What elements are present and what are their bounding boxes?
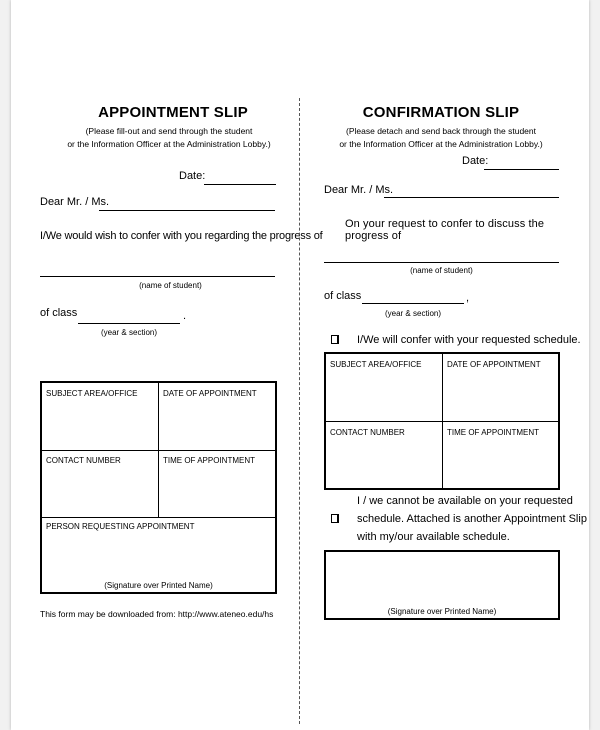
- appointment-date-field[interactable]: [204, 184, 276, 185]
- time-of-appointment-cell[interactable]: TIME OF APPOINTMENT: [163, 456, 256, 465]
- confirmation-date-label: Date:: [462, 155, 489, 167]
- table-divider: [42, 517, 275, 518]
- confirmation-student-name-field[interactable]: [324, 262, 559, 263]
- document-page: [11, 0, 589, 730]
- date-of-appointment-cell[interactable]: DATE OF APPOINTMENT: [447, 360, 541, 369]
- unavailable-checkbox[interactable]: [331, 514, 339, 523]
- unavailable-text-line3: with my/our available schedule.: [357, 531, 510, 543]
- appointment-dear-label: Dear Mr. / Ms.: [40, 196, 110, 208]
- appointment-student-name-field[interactable]: [40, 276, 275, 277]
- subject-area-cell[interactable]: SUBJECT AREA/OFFICE: [46, 389, 138, 398]
- appointment-signature-caption: (Signature over Printed Name): [104, 581, 213, 590]
- confirmation-instructions-line2: or the Information Officer at the Administration Lobby.): [339, 139, 543, 149]
- table-divider: [326, 421, 558, 422]
- unavailable-text-line1: I / we cannot be available on your requested: [357, 495, 573, 507]
- confirmation-instructions-line1: (Please detach and send back through the student: [346, 126, 536, 136]
- confirmation-class-label: of class: [324, 290, 362, 302]
- cut-line: [299, 98, 300, 724]
- subject-area-cell[interactable]: SUBJECT AREA/OFFICE: [330, 360, 422, 369]
- appointment-details-table: [40, 381, 277, 594]
- person-requesting-cell[interactable]: PERSON REQUESTING APPOINTMENT: [46, 522, 195, 531]
- confirmation-request-text: On your request to confer to discuss the progress of: [345, 218, 545, 242]
- confirmation-dear-label: Dear Mr. / Ms.: [324, 184, 394, 196]
- appointment-year-section-caption: (year & section): [100, 328, 158, 337]
- confirmation-dear-field[interactable]: [384, 197, 559, 198]
- appointment-dear-field[interactable]: [99, 210, 275, 211]
- table-divider: [42, 450, 275, 451]
- confirmation-signature-box[interactable]: [324, 550, 560, 620]
- appointment-student-caption: (name of student): [139, 281, 202, 290]
- unavailable-text-line2: schedule. Attached is another Appointment Slip: [357, 513, 587, 525]
- confirmation-signature-caption: (Signature over Printed Name): [387, 607, 497, 616]
- confirmation-details-table: [324, 352, 560, 490]
- confirmation-slip-title: CONFIRMATION SLIP: [362, 104, 520, 121]
- confer-schedule-checkbox[interactable]: [331, 335, 339, 344]
- confirmation-class-field[interactable]: [362, 303, 464, 304]
- appointment-instructions-line2: or the Information Officer at the Administration Lobby.): [67, 139, 271, 149]
- time-of-appointment-cell[interactable]: TIME OF APPOINTMENT: [447, 428, 540, 437]
- download-footer-text: This form may be downloaded from: http://www.ateneo.edu/hs: [40, 609, 274, 619]
- confirmation-student-caption: (name of student): [410, 266, 473, 275]
- confirmation-class-comma: ,: [466, 292, 470, 304]
- confirmation-date-field[interactable]: [484, 169, 559, 170]
- appointment-instructions-line1: (Please fill-out and send through the student: [85, 126, 253, 136]
- confirmation-year-section-caption: (year & section): [384, 309, 442, 318]
- contact-number-cell[interactable]: CONTACT NUMBER: [46, 456, 121, 465]
- appointment-slip-title: APPOINTMENT SLIP: [98, 104, 248, 121]
- appointment-class-period: .: [183, 310, 187, 322]
- confer-schedule-text: I/We will confer with your requested schedule.: [357, 334, 581, 346]
- appointment-class-field[interactable]: [78, 323, 180, 324]
- appointment-class-label: of class: [40, 307, 78, 319]
- contact-number-cell[interactable]: CONTACT NUMBER: [330, 428, 405, 437]
- date-of-appointment-cell[interactable]: DATE OF APPOINTMENT: [163, 389, 257, 398]
- appointment-date-label: Date:: [179, 170, 206, 182]
- appointment-confer-text: I/We would wish to confer with you regarding the progress of: [40, 230, 323, 242]
